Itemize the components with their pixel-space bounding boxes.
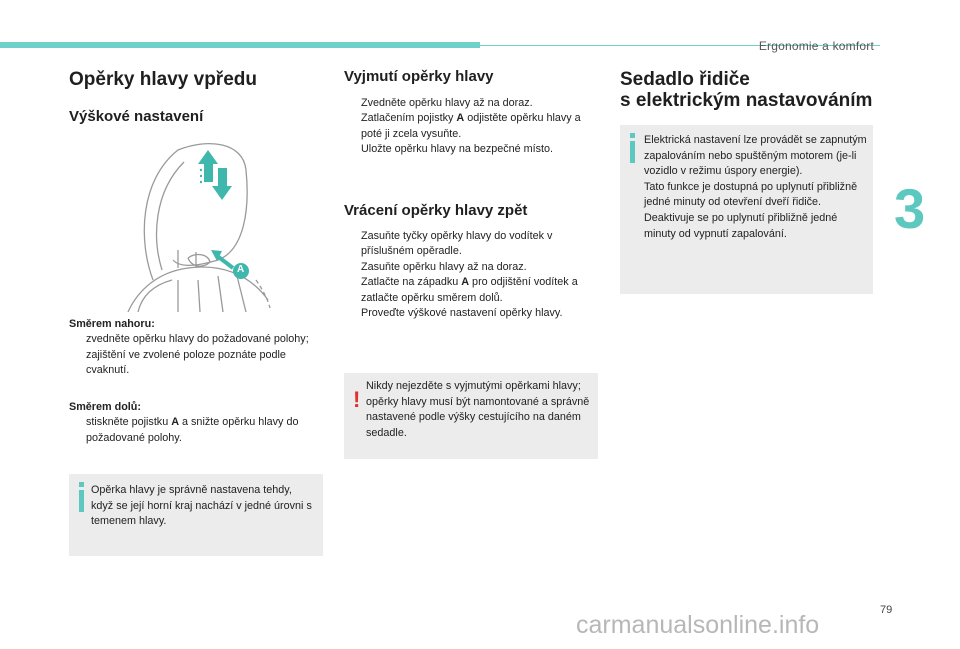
list-item xyxy=(344,306,600,321)
down-text-post: a snižte opěrku hlavy do požadované polohy. xyxy=(86,416,299,444)
list-item xyxy=(344,96,600,111)
electric-seat-title-line1: Sedadlo řidiče xyxy=(620,69,750,90)
remove-step-2-post: odjistěte opěrku hlavy a poté ji zcela vysuňte. xyxy=(361,112,581,140)
header-accent-bar xyxy=(0,42,480,48)
remove-step-1: Zvedněte opěrku hlavy až na doraz. xyxy=(361,97,533,109)
down-instructions xyxy=(69,400,324,446)
info-box-electric-seat xyxy=(620,125,873,294)
list-item xyxy=(344,111,600,142)
down-heading: Směrem dolů: xyxy=(69,401,141,413)
refit-step-3-post: pro odjištění vodítek a zatlačte opěrku směrem dolů. xyxy=(361,276,578,304)
info-icon xyxy=(79,490,84,512)
section-title: Ergonomie a komfort xyxy=(758,39,874,53)
list-item xyxy=(69,415,324,446)
list-item xyxy=(344,275,600,306)
warning-text: Nikdy nejezděte s vyjmutými opěrkami hlavy; opěrky hlavy musí být namontované a správně nastavené podle výšky cestujícího na daném sedadle. xyxy=(366,380,590,439)
page-title: Opěrky hlavy vpředu xyxy=(69,69,257,90)
info-text: Opěrka hlavy je správně nastavena tehdy, když se její horní kraj nachází v jedné úrovni s temenem hlavy. xyxy=(91,484,312,528)
page-number: 79 xyxy=(880,604,893,616)
latch-label: A xyxy=(456,112,465,125)
headrest-illustration xyxy=(118,140,278,312)
list-item xyxy=(344,229,600,260)
down-text-pre: stiskněte pojistku xyxy=(86,416,172,429)
up-instructions xyxy=(69,317,324,379)
up-text: zvedněte opěrku hlavy do požadované polohy; zajištění ve zvolené poloze poznáte podle cvaknutí. xyxy=(86,333,309,377)
info-icon xyxy=(630,141,635,163)
refit-step-2: Zasuňte opěrku hlavy až na doraz. xyxy=(361,260,527,273)
refit-step-3-pre: Zatlačte na západku xyxy=(361,276,462,289)
latch-label: A xyxy=(171,416,180,429)
electric-seat-title-line2: s elektrickým nastavováním xyxy=(620,90,873,111)
list-item xyxy=(344,142,600,157)
list-item xyxy=(344,260,600,275)
refit-step-1: Zasuňte tyčky opěrky hlavy do vodítek v příslušném opěradle. xyxy=(361,230,553,258)
watermark: carmanualsonline.info xyxy=(576,611,820,639)
illustration-label-a: A xyxy=(237,264,245,275)
warning-box xyxy=(344,373,598,459)
up-heading: Směrem nahoru: xyxy=(69,318,155,330)
electric-seat-title xyxy=(620,69,872,111)
remove-step-3: Uložte opěrku hlavy na bezpečné místo. xyxy=(361,143,554,156)
refit-title: Vrácení opěrky hlavy zpět xyxy=(344,202,528,219)
subtitle-height-adjust: Výškové nastavení xyxy=(69,108,204,125)
chapter-number: 3 xyxy=(894,177,926,240)
info-box-headrest xyxy=(69,474,323,556)
remove-title: Vyjmutí opěrky hlavy xyxy=(344,68,494,85)
warning-icon: ! xyxy=(353,387,361,412)
list-item xyxy=(69,332,324,378)
refit-list xyxy=(344,229,600,321)
remove-list xyxy=(344,96,600,158)
latch-label: A xyxy=(461,276,470,289)
remove-step-2-pre: Zatlačením pojistky xyxy=(361,112,457,125)
electric-seat-info-text: Elektrická nastavení lze provádět se zapnutým zapalováním nebo spuštěným motorem (je-li vozidlo v režimu úspory energie). Tato funkce je dostupná po uplynutí přibližně jedné minuty od otevření dveří řidiče. Deaktivuje se po uplynutí přibližně jedné minuty od vypnutí zapalování. xyxy=(644,134,867,240)
refit-step-4: Proveďte výškové nastavení opěrky hlavy. xyxy=(361,307,563,320)
